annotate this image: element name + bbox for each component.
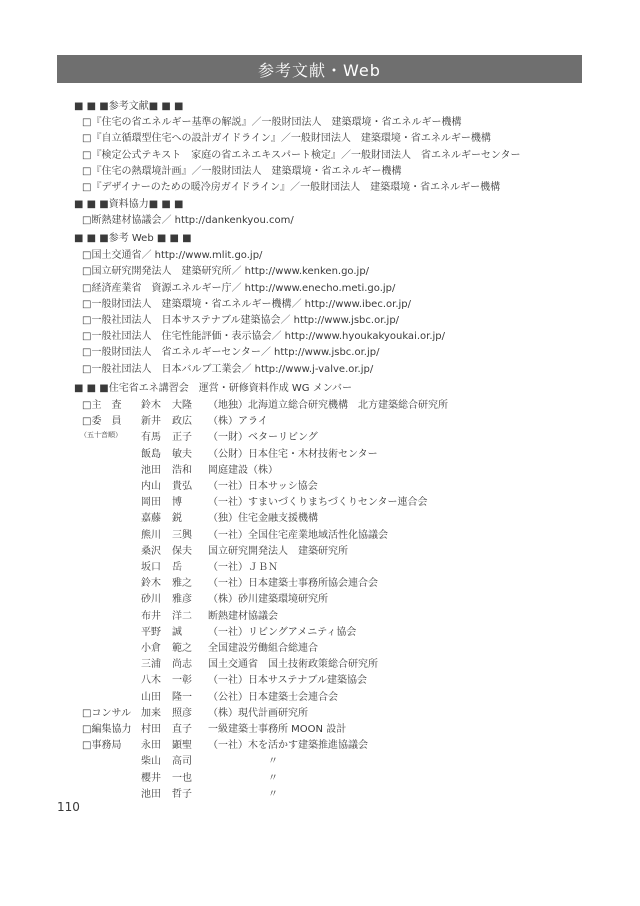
web-link-item: □経済産業省 資源エネルギー庁／ http://www.enecho.meti.go.jp/: [82, 282, 396, 294]
member-organization: （公社）日本建築士会連合会: [208, 691, 338, 703]
member-row: [0, 688, 640, 704]
member-row: [0, 720, 640, 736]
member-row: [0, 558, 640, 574]
member-given-name: 高司: [172, 756, 192, 768]
web-link-item: □国土交通省／ http://www.mlit.go.jp/: [82, 250, 263, 262]
member-given-name: 浩和: [172, 464, 192, 476]
web-link-item: □一般社団法人 住宅性能評価・表示協会／ http://www.hyoukakyoukai.or.jp/: [82, 331, 446, 343]
member-surname: 八木: [141, 675, 161, 687]
web-link-item: □一般社団法人 日本バルブ工業会／ http://www.j-valve.or.jp/: [82, 363, 374, 375]
member-row: [0, 509, 640, 525]
member-organization: （一社）ＪＢＮ: [208, 562, 278, 573]
member-surname: 岡田: [141, 497, 161, 509]
references-heading: ■ ■ ■参考文献■ ■ ■: [74, 101, 184, 112]
member-given-name: 直子: [172, 724, 192, 735]
member-surname: 熊川: [141, 529, 161, 541]
member-given-name: 照彦: [172, 707, 192, 719]
web-link-item: □一般財団法人 省エネルギーセンター／ http://www.jsbc.or.jp/: [82, 347, 380, 359]
member-organization: 断熱建材協議会: [208, 610, 278, 622]
reference-item: □『住宅の省エネルギー基準の解説』／一般財団法人 建築環境・省エネルギー機構: [82, 117, 462, 129]
member-organization: 〃: [208, 788, 278, 800]
member-row: [0, 655, 640, 671]
member-surname: 小倉: [141, 643, 161, 654]
member-surname: 坂口: [141, 562, 161, 573]
cooperation-item: □断熱建材協議会／ http://dankenkyou.com/: [82, 215, 294, 227]
web-link-item: □一般財団法人 建築環境・省エネルギー機構／ http://www.ibec.or.jp/: [82, 298, 411, 310]
member-organization: （独）住宅金融支援機構: [208, 513, 318, 525]
page-number: 110: [57, 800, 80, 814]
member-given-name: 博: [172, 497, 182, 509]
member-given-name: 政広: [172, 416, 192, 428]
reference-item: □『検定公式テキスト 家庭の省エネエキスパート検定』／一般財団法人 省エネルギーセンター: [82, 149, 521, 161]
member-given-name: 一也: [172, 772, 192, 784]
member-row: [0, 461, 640, 477]
member-surname: 櫻井: [141, 772, 161, 784]
member-sort-note: （五十音順）: [80, 431, 122, 440]
member-given-name: 尚志: [172, 659, 192, 671]
member-given-name: 三興: [172, 529, 192, 541]
member-given-name: 敏夫: [172, 448, 192, 460]
member-given-name: 保夫: [172, 545, 192, 557]
member-row: [0, 671, 640, 687]
member-organization: （株）現代計画研究所: [208, 707, 308, 719]
member-organization: （一社）リビングアメニティ協会: [208, 626, 357, 638]
member-row: [0, 769, 640, 785]
member-organization: 国立研究開発法人 建築研究所: [208, 545, 348, 557]
member-organization: 一級建築士事務所 MOON 設計: [208, 724, 347, 735]
member-given-name: 雅彦: [172, 594, 192, 606]
members-heading: ■ ■ ■住宅省エネ講習会 運営・研修資料作成 WG メンバー: [74, 383, 352, 394]
member-surname: 山田: [141, 691, 161, 703]
web-heading: ■ ■ ■参考 Web ■ ■ ■: [74, 233, 192, 244]
member-surname: 柴山: [141, 756, 161, 768]
member-row: [0, 542, 640, 558]
member-organization: （一社）全国住宅産業地域活性化協議会: [208, 529, 388, 541]
member-row: [0, 428, 640, 444]
member-given-name: 大隆: [172, 400, 192, 411]
member-row: [0, 412, 640, 428]
member-surname: 砂川: [141, 594, 161, 606]
member-row: [0, 736, 640, 752]
member-surname: 嘉藤: [141, 513, 161, 525]
member-row: [0, 704, 640, 720]
member-organization: （公財）日本住宅・木材技術センター: [208, 448, 378, 460]
member-surname: 加来: [141, 707, 161, 719]
member-given-name: 誠: [172, 626, 182, 638]
member-organization: 〃: [208, 772, 278, 784]
reference-item: □『自立循環型住宅への設計ガイドライン』／一般財団法人 建築環境・省エネルギー機構: [82, 133, 491, 145]
member-organization: （一財）ベターリビング: [208, 432, 318, 444]
member-role: □編集協力: [82, 724, 132, 735]
member-surname: 平野: [141, 626, 161, 638]
member-given-name: 哲子: [172, 788, 192, 800]
member-organization: （地独）北海道立総合研究機構 北方建築総合研究所: [208, 400, 448, 411]
member-given-name: 鋭: [172, 513, 182, 525]
member-given-name: 範之: [172, 643, 192, 654]
member-organization: （一社）木を活かす建築推進協議会: [208, 740, 368, 752]
member-surname: 桑沢: [141, 545, 161, 557]
member-organization: 全国建設労働組合総連合: [208, 643, 318, 654]
member-organization: （一社）日本サッシ協会: [208, 481, 318, 492]
member-surname: 池田: [141, 788, 161, 800]
member-role: □委 員: [82, 416, 122, 428]
member-given-name: 顕聖: [172, 740, 192, 752]
member-row: [0, 639, 640, 655]
member-row: [0, 396, 640, 412]
web-link-item: □国立研究開発法人 建築研究所／ http://www.kenken.go.jp/: [82, 266, 370, 278]
member-row: [0, 607, 640, 623]
member-row: [0, 590, 640, 606]
member-surname: 鈴木: [141, 578, 161, 590]
member-given-name: 岳: [172, 562, 182, 573]
reference-item: □『住宅の熱環境計画』／一般財団法人 建築環境・省エネルギー機構: [82, 165, 402, 177]
member-surname: 村田: [141, 724, 161, 735]
member-given-name: 洋二: [172, 610, 192, 622]
cooperation-heading: ■ ■ ■資料協力■ ■ ■: [74, 199, 184, 210]
member-surname: 布井: [141, 610, 161, 622]
page-title-bar: [57, 55, 582, 83]
member-surname: 新井: [141, 416, 161, 428]
member-surname: 内山: [141, 481, 161, 492]
web-link-item: □一般社団法人 日本サステナブル建築協会／ http://www.jsbc.or.jp/: [82, 315, 400, 326]
member-row: [0, 574, 640, 590]
member-organization: （株）砂川建築環境研究所: [208, 594, 328, 606]
member-surname: 有馬: [141, 432, 161, 444]
member-organization: 国土交通省 国土技術政策総合研究所: [208, 659, 378, 671]
member-given-name: 隆一: [172, 691, 192, 703]
member-surname: 永田: [141, 740, 161, 752]
member-role: □主 査: [82, 400, 122, 411]
member-given-name: 正子: [172, 432, 192, 444]
member-organization: 〃: [208, 756, 278, 768]
member-role: □事務局: [82, 740, 122, 752]
member-given-name: 貴弘: [172, 481, 192, 492]
member-row: [0, 526, 640, 542]
member-role: □コンサル: [82, 707, 131, 719]
member-given-name: 雅之: [172, 578, 192, 590]
member-row: [0, 752, 640, 768]
member-row: [0, 445, 640, 461]
member-surname: 池田: [141, 464, 161, 476]
member-surname: 飯島: [141, 448, 161, 460]
member-organization: （株）アライ: [208, 416, 268, 428]
member-row: [0, 493, 640, 509]
member-given-name: 一彰: [172, 675, 192, 687]
reference-item: □『デザイナーのための暖冷房ガイドライン』／一般財団法人 建築環境・省エネルギー機構: [82, 182, 501, 193]
member-organization: （一社）日本サステナブル建築協会: [208, 675, 367, 687]
member-row: [0, 785, 640, 801]
member-organization: 岡庭建設（株）: [208, 464, 278, 476]
member-organization: （一社）日本建築士事務所協会連合会: [208, 578, 378, 590]
member-row: [0, 477, 640, 493]
member-organization: （一社）すまいづくりまちづくりセンター連合会: [208, 497, 428, 509]
member-surname: 三浦: [141, 659, 161, 671]
member-surname: 鈴木: [141, 400, 161, 411]
page-title: 参考文献・Web: [258, 60, 381, 80]
member-row: [0, 623, 640, 639]
